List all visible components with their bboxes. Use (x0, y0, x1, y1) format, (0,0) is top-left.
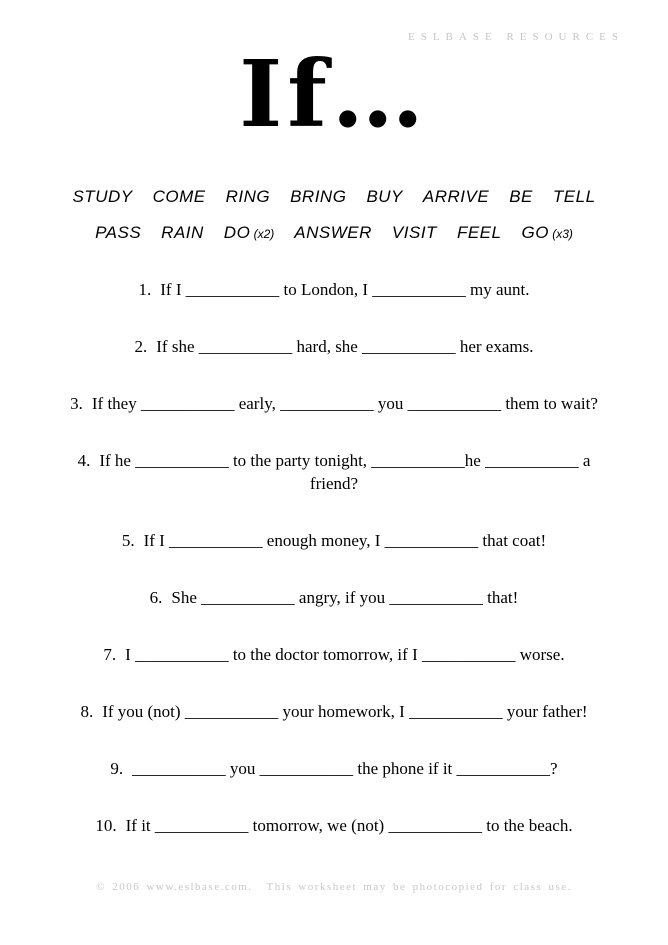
brand-header: ESLBASE RESOURCES (408, 31, 624, 43)
exercise-item (54, 643, 614, 666)
footer-note: This worksheet may be photocopied for class use. (266, 881, 572, 893)
exercise-number: 1. (138, 280, 152, 299)
word-bank (0, 186, 668, 259)
exercise-number: 9. (110, 759, 124, 778)
exercise-item (54, 392, 614, 415)
word-bank-word: TELL (552, 187, 596, 206)
page-footer (0, 881, 668, 893)
exercise-item (54, 335, 614, 358)
word-bank-word: ARRIVE (422, 187, 490, 206)
word-bank-word: VISIT (391, 223, 437, 242)
exercise-number: 10. (95, 816, 117, 835)
word-bank-word: RING (225, 187, 271, 206)
word-bank-word: ANSWER (294, 223, 372, 242)
exercise-item (54, 700, 614, 723)
exercise-text: If I ___________ enough money, I ___________ that coat! (143, 531, 547, 550)
word-bank-word: BE (509, 187, 533, 206)
word-bank-row-2 (0, 222, 668, 245)
exercise-item (54, 449, 614, 495)
exercise-text: If she ___________ hard, she ___________ her exams. (156, 337, 534, 356)
exercise-text: She ___________ angry, if you ___________ that! (171, 588, 519, 607)
word-bank-row-1 (0, 186, 668, 208)
exercise-number: 8. (80, 702, 94, 721)
exercise-item (54, 586, 614, 609)
footer-copyright: © 2006 www.eslbase.com. (96, 881, 253, 893)
exercise-item (54, 278, 614, 301)
page-title: If… (239, 40, 429, 148)
exercise-number: 3. (70, 394, 83, 413)
word-bank-word: PASS (95, 223, 142, 242)
exercise-list (54, 278, 614, 871)
exercise-text: ___________ you ___________ the phone if it ___________? (132, 759, 558, 778)
word-bank-word: STUDY (72, 187, 133, 206)
exercise-item (54, 814, 614, 837)
exercise-text: If they ___________ early, ___________ you ___________ them to wait? (91, 394, 598, 413)
exercise-item (54, 529, 614, 552)
word-bank-note: (x3) (548, 227, 573, 241)
exercise-item (54, 757, 614, 780)
word-bank-word: COME (152, 187, 206, 206)
word-bank-note: (x2) (250, 227, 275, 241)
exercise-text: I ___________ to the doctor tomorrow, if I ___________ worse. (125, 645, 565, 664)
exercise-number: 5. (121, 531, 135, 550)
exercise-text: If you (not) ___________ your homework, I ___________ your father! (102, 702, 588, 721)
word-bank-word: BRING (290, 187, 347, 206)
exercise-text: If I ___________ to London, I ___________ my aunt. (160, 280, 530, 299)
exercise-number: 2. (134, 337, 148, 356)
exercise-text: If he ___________ to the party tonight, ___________he ___________ a friend? (99, 451, 591, 493)
exercise-number: 7. (103, 645, 117, 664)
word-bank-word: DO (x2) (223, 223, 275, 242)
word-bank-word: RAIN (161, 223, 204, 242)
exercise-number: 6. (149, 588, 163, 607)
exercise-number: 4. (77, 451, 91, 470)
word-bank-word: BUY (366, 187, 403, 206)
word-bank-word: GO (x3) (521, 223, 573, 242)
exercise-text: If it ___________ tomorrow, we (not) ___________ to the beach. (125, 816, 573, 835)
word-bank-word: FEEL (456, 223, 502, 242)
